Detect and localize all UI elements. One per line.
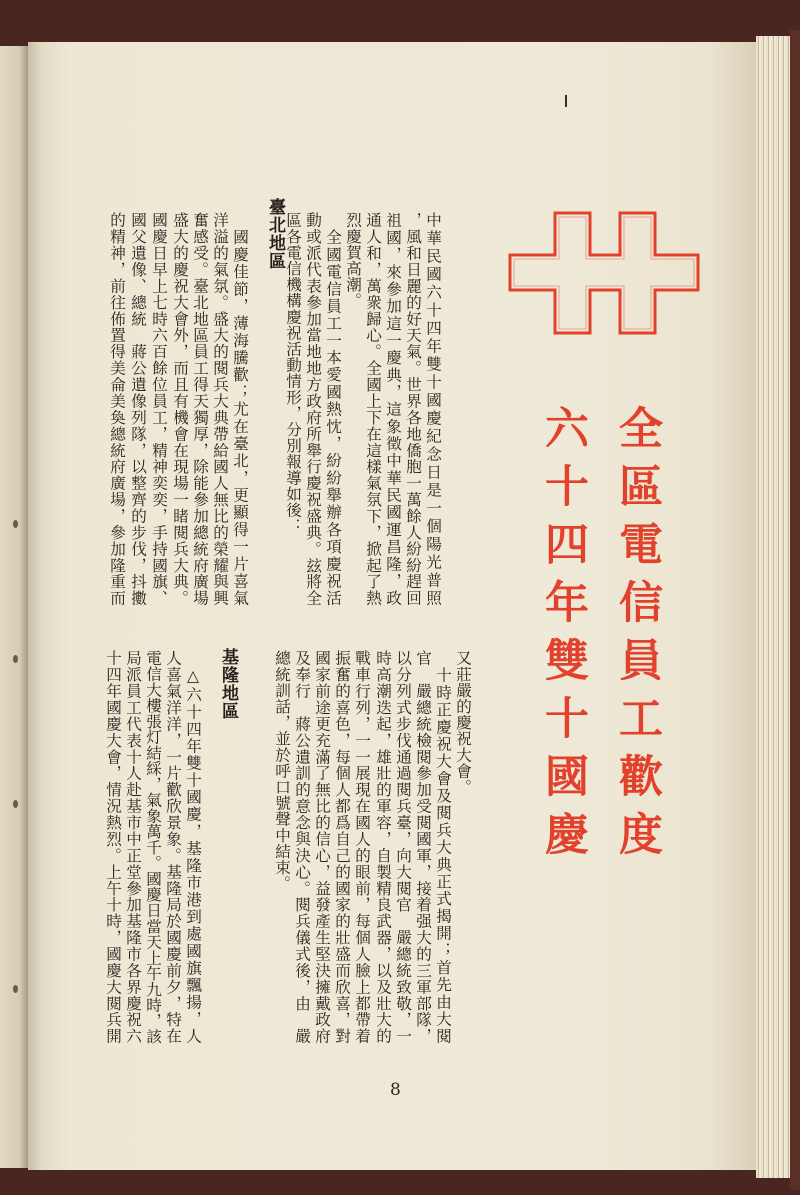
binding-hole [13, 985, 18, 993]
taipei-column: 官 嚴總統檢閱參加受閱國軍，接着强大的三軍部隊， [414, 650, 432, 1044]
taipei-column: 洋溢的氣氛。盛大的閱兵大典帶給國人無比的榮耀與興 [211, 212, 229, 606]
binding-hole [13, 655, 18, 663]
taipei-column: 國家前途更充滿了無比的信心，益發產生堅決擁戴政府 [313, 650, 331, 1044]
page-stack-edge [756, 36, 790, 1178]
taipei-column: 又莊嚴的慶祝大會。 [454, 650, 472, 795]
intro-column: 全國電信員工一本愛國熱忱，紛紛舉辦各項慶祝活 [324, 229, 342, 606]
keelung-column: 局派員工代表十人赴基市中正堂參加基隆市各界慶祝六 [124, 650, 142, 1044]
intro-column: 烈慶賀高潮。 [344, 212, 362, 309]
binding-hole [13, 520, 18, 528]
print-mark [565, 95, 567, 107]
taipei-column: 國慶日早上七時六百餘位員工，精神奕奕，手持國旗、 [150, 212, 168, 606]
taipei-column: 十時正慶祝大會及閱兵大典正式揭開；首先由大閱 [434, 667, 452, 1044]
taipei-column: 的精神，前往佈置得美侖美奐總統府廣場，參加隆重而 [108, 212, 126, 606]
cover-edge [790, 30, 800, 1190]
taipei-column: 時高潮迭起，雄壯的軍容，自製精良武器，以及壯大的 [374, 650, 392, 1044]
binding-hole [13, 800, 18, 808]
taipei-column: 戰車行列，一一展現在國人的眼前，每個人臉上都帶着 [353, 650, 371, 1044]
keelung-column: △六十四年雙十國慶，基隆市港到處國旗飄揚，人 [184, 667, 202, 1044]
intro-column: 通人和，萬衆歸心。全國上下在這樣氣氛下，掀起了熱 [364, 212, 382, 606]
previous-page-edge [0, 46, 30, 1168]
taipei-column: 及奉行 蔣公遺訓的意念與決心。閱兵儀式後，由 嚴 [293, 650, 311, 1044]
intro-column: ，風和日麗的好天氣。世界各地僑胞一萬餘人紛紛趕回 [404, 212, 422, 606]
page-number: 8 [390, 1080, 401, 1100]
taipei-column: 以分列式步伐通過閱兵臺，向大閱官 嚴總統致敬，一 [394, 650, 412, 1044]
taipei-column: 振奮的喜色，每個人都爲自己的國家的壯盛而欣喜，對 [333, 650, 351, 1044]
title-line-1: 全區電信員工歡度 [611, 405, 662, 869]
intro-column: 動或派代表參加當地地方政府所舉行慶祝盛典。玆將全 [304, 212, 322, 606]
intro-column: 中華民國六十四年雙十國慶紀念日是一個陽光普照 [424, 212, 442, 606]
keelung-column: 人喜氣洋洋，一片歡欣景象。基隆局於國慶前夕，特在 [164, 650, 182, 1044]
intro-column: 區各電信機構慶祝活動情形，分別報導如後： [284, 212, 302, 534]
taipei-column: 盛大的慶祝大會外，而且有機會在現場一睹閱兵大典。 [171, 212, 189, 606]
taipei-column: 奮感受。臺北地區員工得天獨厚，除能參加總統府廣場 [191, 212, 209, 606]
taipei-column: 國慶佳節，薄海騰歡；尤在臺北，更顯得一片喜氣 [231, 229, 249, 606]
title-line-2: 六十四年雙十國慶 [537, 405, 588, 869]
keelung-column: 電信大樓張灯結綵，氣象萬千。國慶日當天上午九時，該 [144, 650, 162, 1044]
keelung-column: 十四年國慶大會，情況熱烈。上午十時，國慶大閱兵開 [104, 650, 122, 1044]
taipei-column: 國父遺像、總統 蔣公遺像列隊，以整齊的步伐，抖擻 [129, 212, 147, 606]
double-ten-emblem-icon [505, 208, 705, 340]
taipei-column: 總統訓話，並於呼口號聲中結束。 [273, 650, 291, 892]
section-heading-keelung: 基隆地區 [218, 648, 238, 720]
section-heading-taipei: 臺北地區 [265, 198, 285, 270]
intro-column: 祖國，來參加這一慶典，這象徵中華民國運昌隆，政 [384, 212, 402, 606]
